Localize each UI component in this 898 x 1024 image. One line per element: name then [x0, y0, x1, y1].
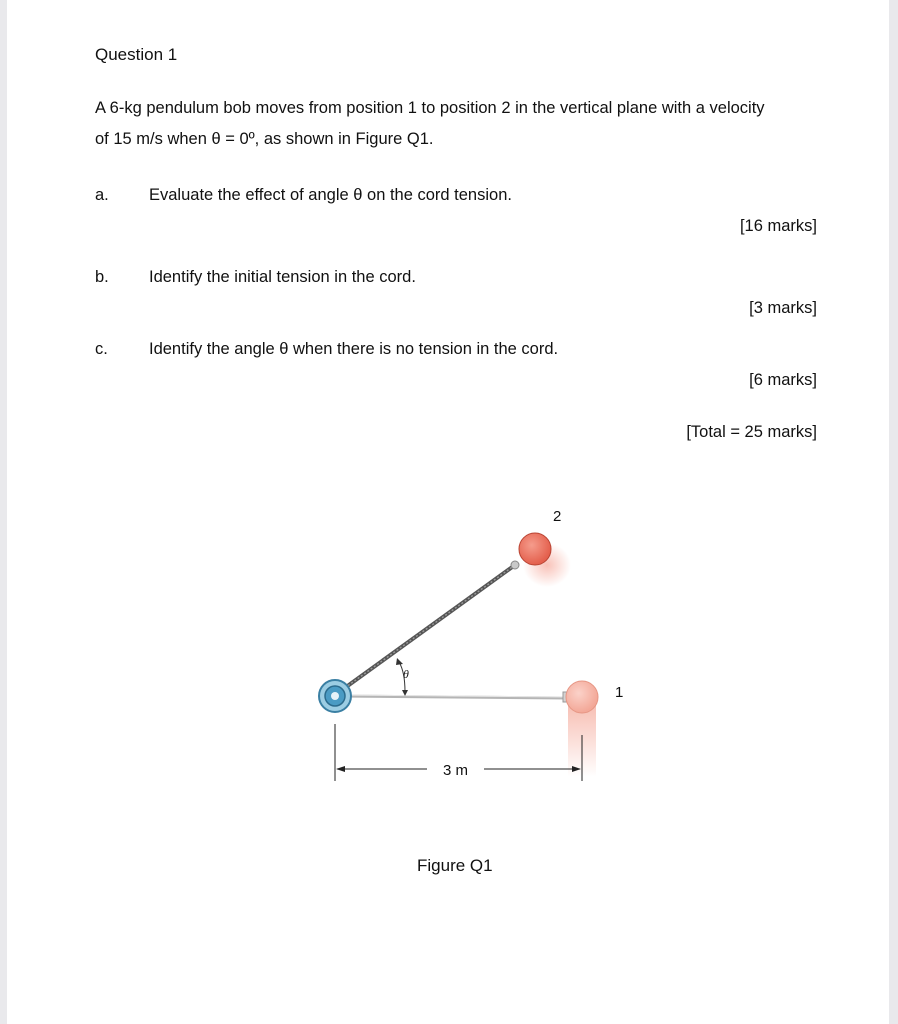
- dimension-arrow-left: [336, 766, 345, 772]
- question-title: Question 1: [95, 45, 178, 64]
- theta-label: θ: [403, 667, 409, 681]
- part-a-marks: [16 marks]: [739, 217, 817, 235]
- part-b-label: b.: [95, 268, 109, 286]
- document-page: [7, 0, 889, 1024]
- part-a-label: a.: [95, 186, 109, 204]
- intro-line-2: of 15 m/s when θ = 0º, as shown in Figure Q1.: [95, 130, 434, 148]
- bob-2-clevis: [511, 561, 519, 569]
- bob-position-1: [566, 681, 598, 713]
- position-1-label: 1: [615, 684, 624, 701]
- position-2-label: 2: [553, 508, 562, 525]
- intro-line-1: A 6-kg pendulum bob moves from position 1 to position 2 in the vertical plane with a velocity: [95, 99, 765, 117]
- part-c-text: Identify the angle θ when there is no tension in the cord.: [149, 340, 559, 358]
- part-b-text: Identify the initial tension in the cord.: [149, 268, 416, 286]
- part-a-text: Evaluate the effect of angle θ on the cord tension.: [149, 186, 512, 204]
- part-b-marks: [3 marks]: [749, 299, 817, 317]
- total-marks: [Total = 25 marks]: [686, 423, 817, 441]
- part-c-label: c.: [95, 340, 108, 358]
- dimension-label: 3 m: [443, 762, 469, 779]
- pivot-pin: [331, 692, 339, 700]
- theta-arrow-head-top: [396, 658, 403, 665]
- part-c-marks: [6 marks]: [749, 371, 817, 389]
- figure-caption: Figure Q1: [417, 856, 493, 875]
- bob-position-2: [519, 533, 551, 565]
